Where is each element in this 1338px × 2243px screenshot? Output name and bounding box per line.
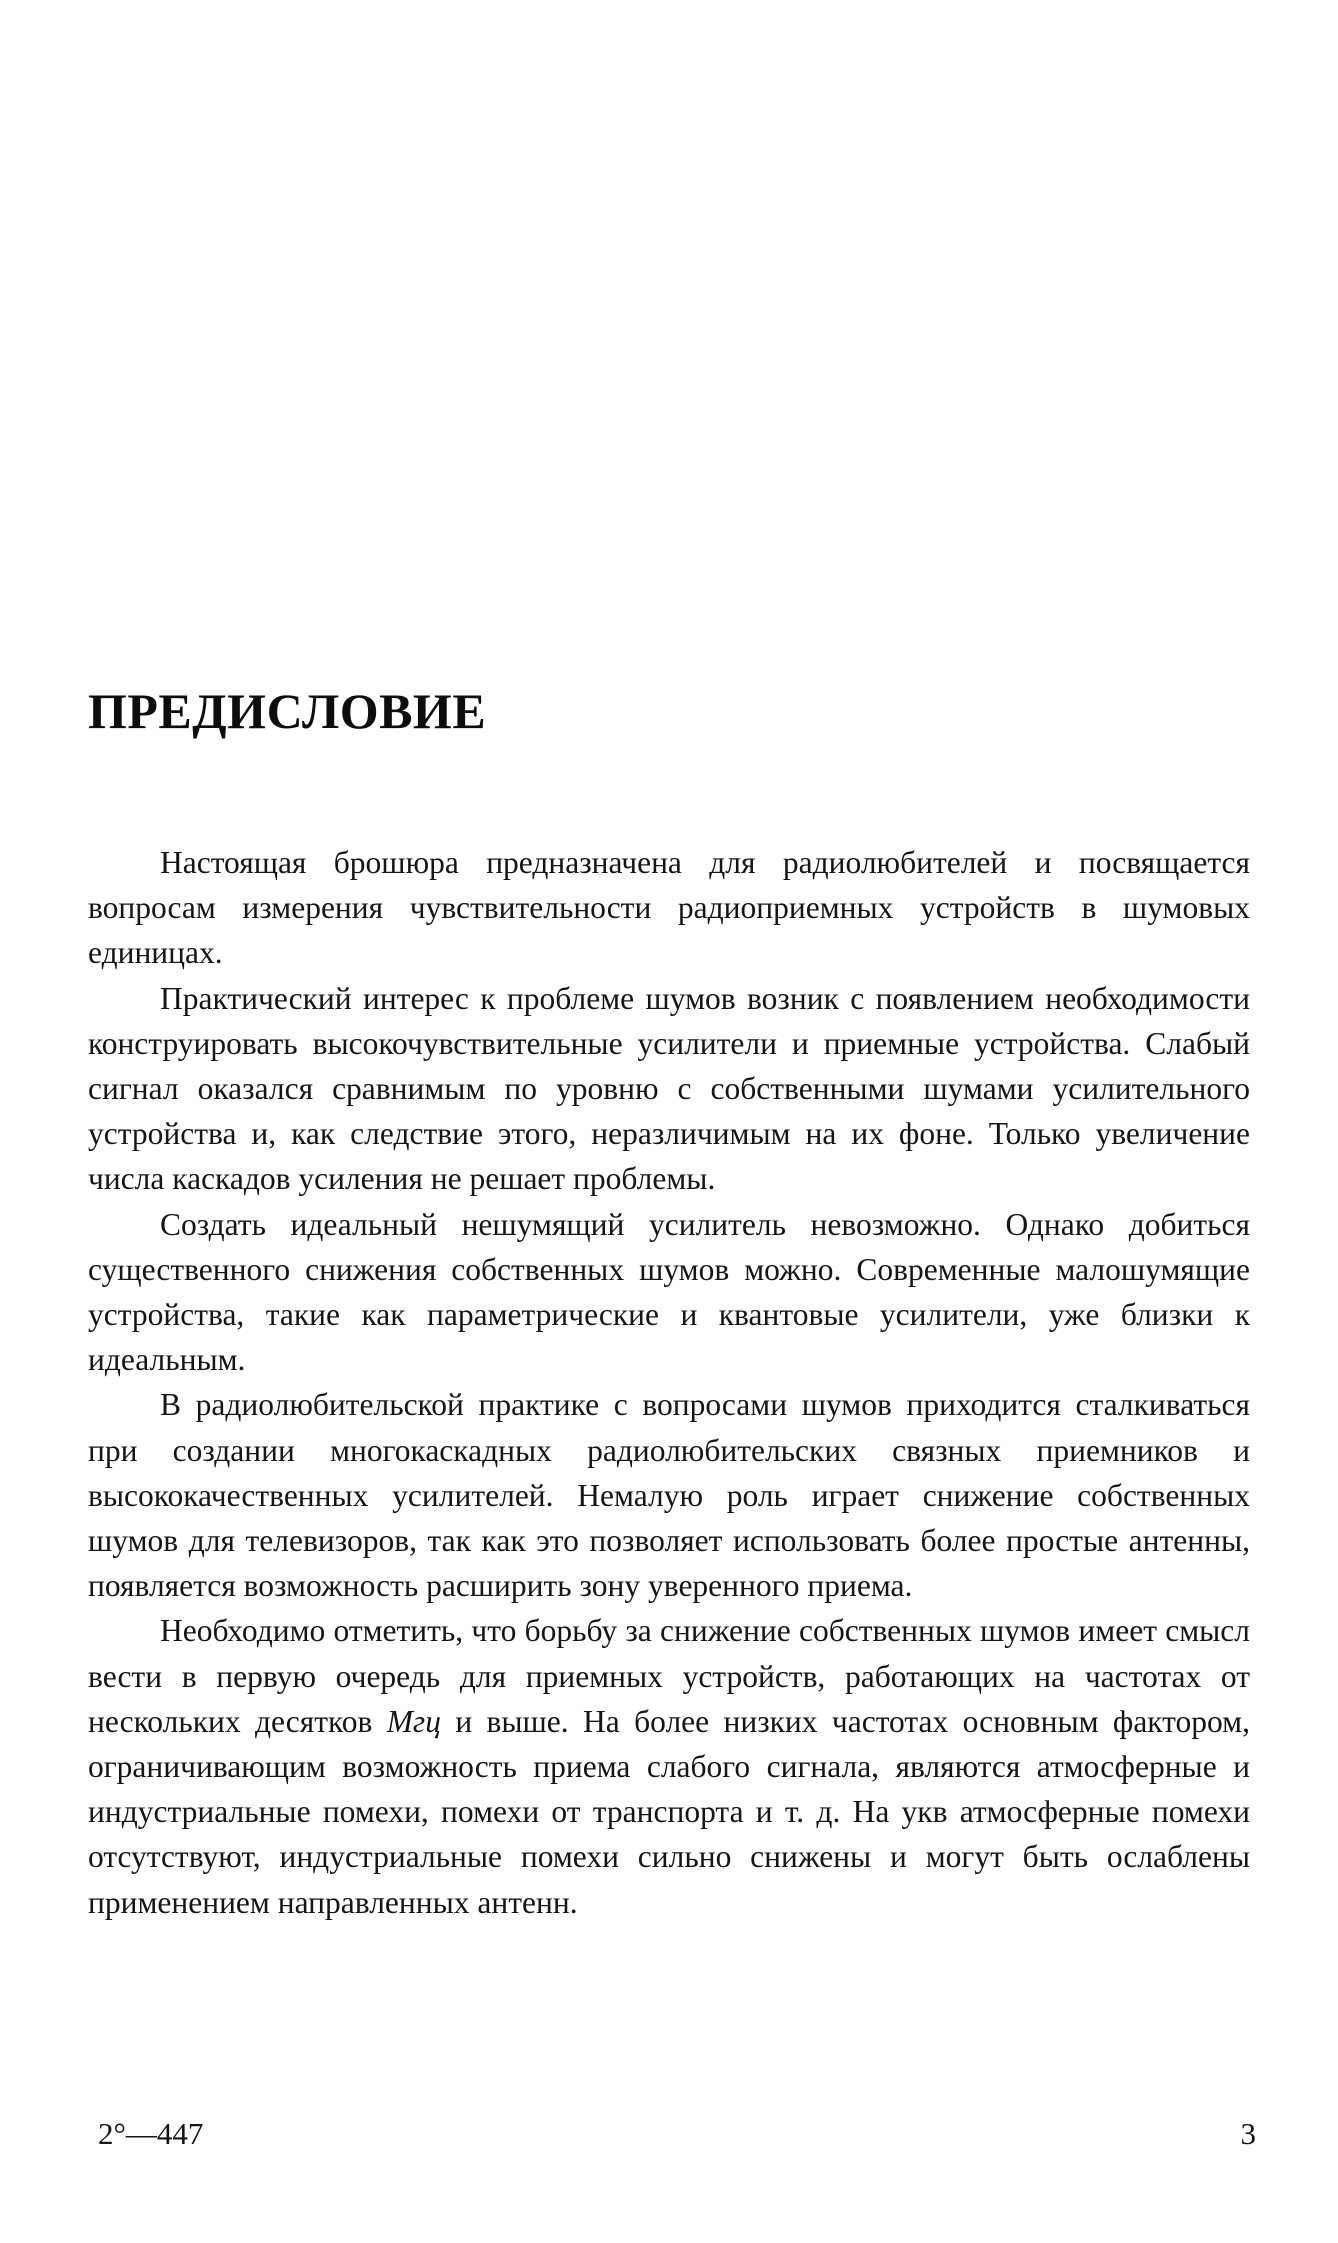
- paragraph-3: Создать идеальный нешумящий усилитель невозможно. Однако добиться существенного снижения собственных шумов можно. Современные малошумящие устройства, такие как параметрические и квантовые усилители, уже близки к идеальным.: [88, 1206, 1250, 1378]
- paragraph-4: В радиолюбительской практике с вопросами шумов приходится сталкиваться при создании многокаскадных радиолюбительских связных приемников и высококачественных усилителей. Немалую роль играет снижение собственных шумов для телевизоров, так как это позволяет использовать более простые антенны, появляется возможность расширить зону уверенного приема.: [88, 1387, 1250, 1604]
- paragraph-5: [88, 1608, 1250, 1924]
- paragraph-5-text-start: Необходимо отметить, что борьбу за снижение собственных шумов имеет смысл вести в первую очередь для приемных устройств, работающих на частотах от нескольких десятков: [88, 1613, 1250, 1739]
- preface-text: [88, 840, 1250, 1925]
- page-title: ПРЕДИСЛОВИЕ: [88, 683, 487, 739]
- paragraph-2: Практический интерес к проблеме шумов возник с появлением необходимости конструировать высокочувствительные усилители и приемные устройства. Слабый сигнал оказался сравнимым по уровню с собственными шумами усилительного устройства и, как следствие этого, неразличимым на их фоне. Только увеличение числа каскадов усиления не решает проблемы.: [88, 980, 1250, 1197]
- frequency-unit: Мгц: [386, 1703, 441, 1739]
- printer-signature-mark: 2°—447: [98, 2116, 204, 2151]
- page-number: 3: [1240, 2116, 1256, 2151]
- paragraph-1: Настоящая брошюра предназначена для радиолюбителей и посвящается вопросам измерения чувствительности радиоприемных устройств в шумовых единицах.: [88, 845, 1250, 971]
- paragraph-5-text-end: и выше. На более низких частотах основным фактором, ограничивающим возможность приема слабого сигнала, являются атмосферные и индустриальные помехи, помехи от транспорта и т. д. На укв атмосферные помехи отсутствуют, индустриальные помехи сильно снижены и могут быть ослаблены применением направленных антенн.: [88, 1703, 1250, 1920]
